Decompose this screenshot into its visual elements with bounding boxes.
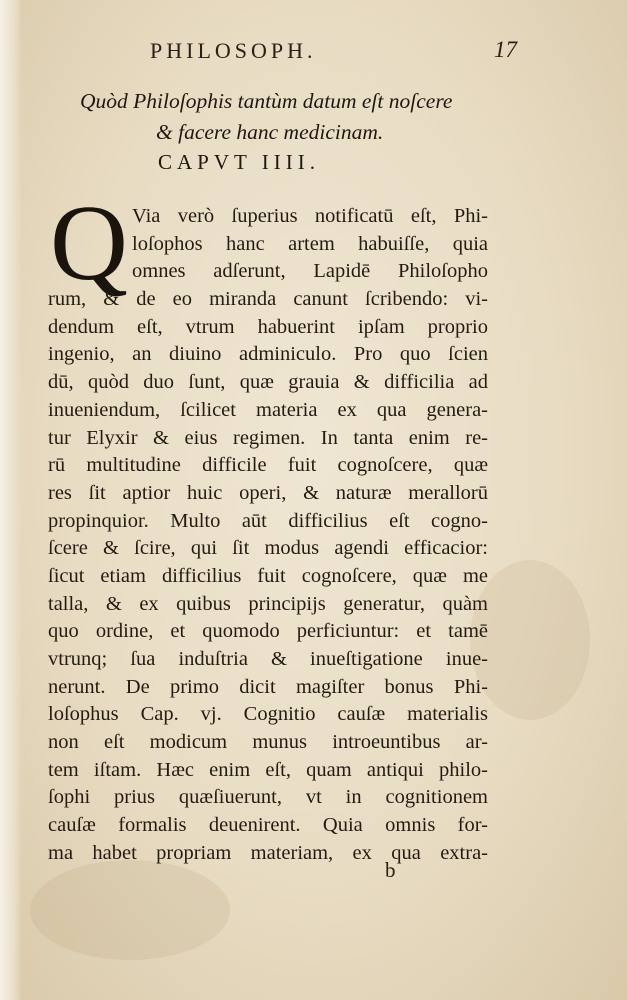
- text-line: talla, & ex quibus principijs generatur, quàm: [48, 592, 488, 615]
- section-heading-line: & facere hanc medicinam.: [156, 120, 384, 144]
- text-line: res ſit aptior huic operi, & naturæ merallorū: [48, 481, 488, 504]
- drop-cap: Q: [50, 184, 128, 303]
- paper-stain: [30, 860, 230, 960]
- text-line: inueniendum, ſcilicet materia ex qua genera-: [48, 398, 488, 421]
- text-line: vtrunq; ſua induſtria & inueſtigatione inue-: [48, 648, 488, 670]
- text-line: loſophos hanc artem habuiſſe, quia: [132, 232, 488, 255]
- text-line: omnes adſerunt, Lapidē Philoſopho: [132, 260, 488, 283]
- text-line: cauſæ formalis deuenirent. Quia omnis for-: [48, 814, 488, 837]
- text-line: ſcere & ſcire, qui ſit modus agendi efficacior:: [48, 537, 488, 560]
- text-line: loſophus Cap. vj. Cognitio cauſæ materialis: [48, 703, 488, 726]
- text-line: ſophi prius quæſiuerunt, vt in cognitionem: [48, 786, 488, 809]
- text-line: rū multitudine difficile fuit cognoſcere, quæ: [48, 454, 488, 477]
- text-line: nerunt. De primo dicit magiſter bonus Phi-: [48, 675, 488, 698]
- text-line: quo ordine, et quomodo perficiuntur: et tamē: [48, 620, 488, 643]
- text-line: dendum eſt, vtrum habuerint ipſam proprio: [48, 315, 488, 338]
- catchword: b: [385, 858, 396, 882]
- text-line: ma habet propriam materiam, ex qua extra-: [48, 841, 488, 864]
- text-line: tem iſtam. Hæc enim eſt, quam antiqui philo-: [48, 758, 488, 781]
- text-line: dū, quòd duo ſunt, quæ grauia & difficilia ad: [48, 371, 488, 394]
- running-head: PHILOSOPH.: [150, 38, 317, 63]
- page-number: 17: [494, 37, 517, 62]
- body-text: [48, 203, 488, 868]
- text-line: Via verò ſuperius notificatū eſt, Phi-: [132, 205, 488, 227]
- text-line: non eſt modicum munus introeuntibus ar-: [48, 731, 488, 754]
- text-line: tur Elyxir & eius regimen. In tanta enim re-: [48, 426, 488, 449]
- text-line: propinquior. Multo aūt difficilius eſt cogno-: [48, 509, 488, 532]
- section-heading: [80, 86, 500, 148]
- section-heading-line: Quòd Philoſophis tantùm datum eſt noſcere: [80, 89, 453, 113]
- text-line: ingenio, an diuino adminiculo. Pro quo ſcien: [48, 343, 488, 366]
- text-line: rum, & de eo miranda canunt ſcribendo: vi-: [48, 288, 488, 311]
- paper-stain: [470, 560, 590, 720]
- page-edge: [0, 0, 22, 1000]
- text-line: ſicut etiam difficilius fuit cognoſcere, quæ me: [48, 564, 488, 587]
- chapter-heading: CAPVT IIII.: [158, 150, 320, 174]
